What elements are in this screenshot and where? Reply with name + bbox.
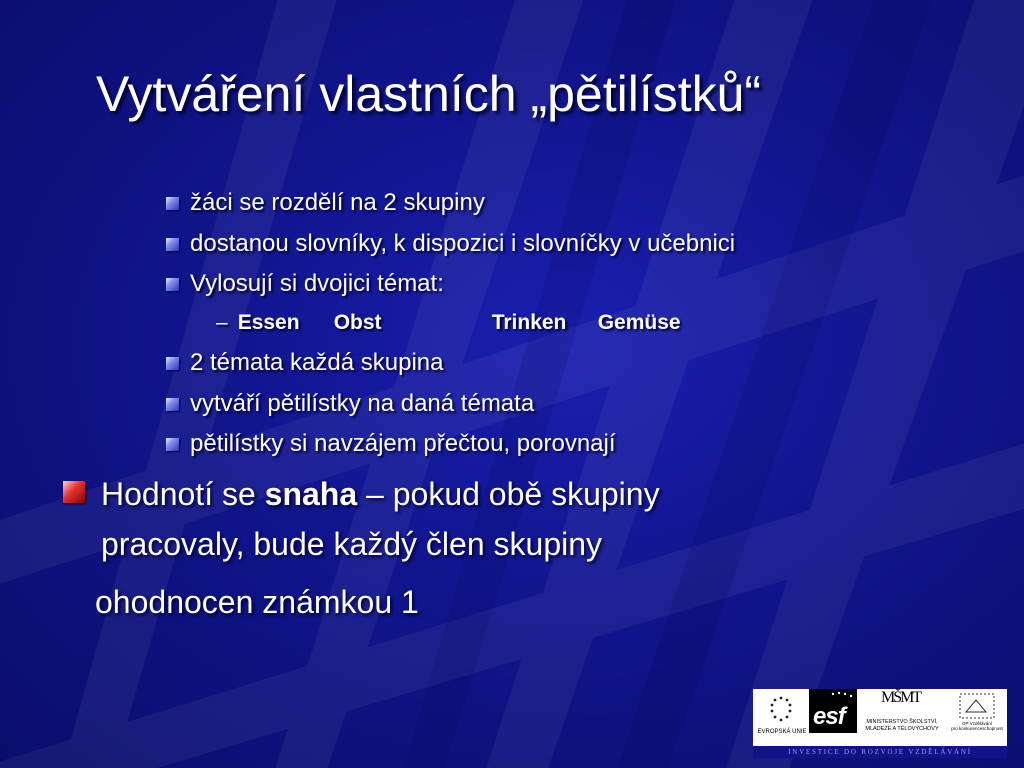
main-text-after: – pokud obě skupiny — [357, 476, 660, 512]
sub-bullet-text: 2 témata každá skupina — [190, 349, 444, 376]
sub-bullet-item — [166, 428, 616, 460]
stars-icon — [829, 691, 855, 703]
main-square-bullet-icon — [63, 481, 85, 503]
topic-trinken: Trinken — [491, 311, 567, 334]
main-bullet-line-2: pracovaly, bude každý člen skupiny — [101, 526, 603, 562]
sub-bullet-item — [166, 187, 485, 219]
esf-logo — [809, 689, 857, 733]
sub-bullet-text: vytváří pětilístky na daná témata — [190, 390, 535, 417]
square-bullet-icon — [166, 357, 179, 370]
topic-obst: Obst — [333, 311, 382, 334]
main-text-before: Hodnotí se — [101, 476, 265, 512]
topic-gemuse: Gemüse — [597, 311, 681, 334]
eu-label: EVROPSKÁ UNIE — [757, 729, 807, 735]
topic-essen: Essen — [237, 311, 300, 334]
square-bullet-icon — [166, 197, 179, 210]
square-bullet-icon — [166, 438, 179, 451]
sub-bullet-text: dostanou slovníky, k dispozici i slovníčky v učebnici — [190, 230, 736, 257]
msmt-label-line-1: MINISTERSTVO ŠKOLSTVÍ, — [866, 719, 938, 725]
op-label-line-2: pro konkurenceschopnost — [951, 726, 1003, 731]
main-bullet-line-3: ohodnocen známkou 1 — [95, 584, 419, 620]
msmt-label-line-2: MLÁDEŽE A TĚLOVÝCHOVY — [865, 726, 939, 732]
investment-tagline: INVESTICE DO ROZVOJE VZDĚLÁVÁNÍ — [753, 746, 1007, 758]
square-bullet-icon — [166, 238, 179, 251]
sub-bullet-text: žáci se rozdělí na 2 skupiny — [190, 189, 485, 216]
sub-bullet-item — [166, 347, 444, 379]
op-label — [948, 721, 1006, 731]
square-bullet-icon — [166, 278, 179, 291]
msmt-label — [857, 719, 947, 733]
main-bullet-line-1 — [101, 472, 660, 516]
sub-bullet-item — [166, 268, 444, 300]
footer-logo-strip — [753, 689, 1007, 746]
dash-marker: – — [216, 311, 228, 334]
msmt-logo-mark: MŠMT — [881, 689, 921, 706]
sub-bullet-item — [166, 388, 534, 420]
eu-flag-icon — [759, 693, 803, 727]
op-label-line-1: OP Vzdělávání — [962, 721, 992, 726]
esf-logo-text: esf — [813, 703, 845, 730]
slide-title: Vytváření vlastních „pětilístků“ — [96, 66, 762, 122]
square-bullet-icon — [166, 398, 179, 411]
sub-bullet-text: Vylosují si dvojici témat: — [190, 270, 444, 297]
sub-bullet-item — [166, 228, 735, 260]
sub-bullet-text: pětilístky si navzájem přečtou, porovnají — [190, 430, 616, 457]
main-text-bold: snaha — [264, 476, 358, 512]
topic-list — [216, 308, 681, 338]
